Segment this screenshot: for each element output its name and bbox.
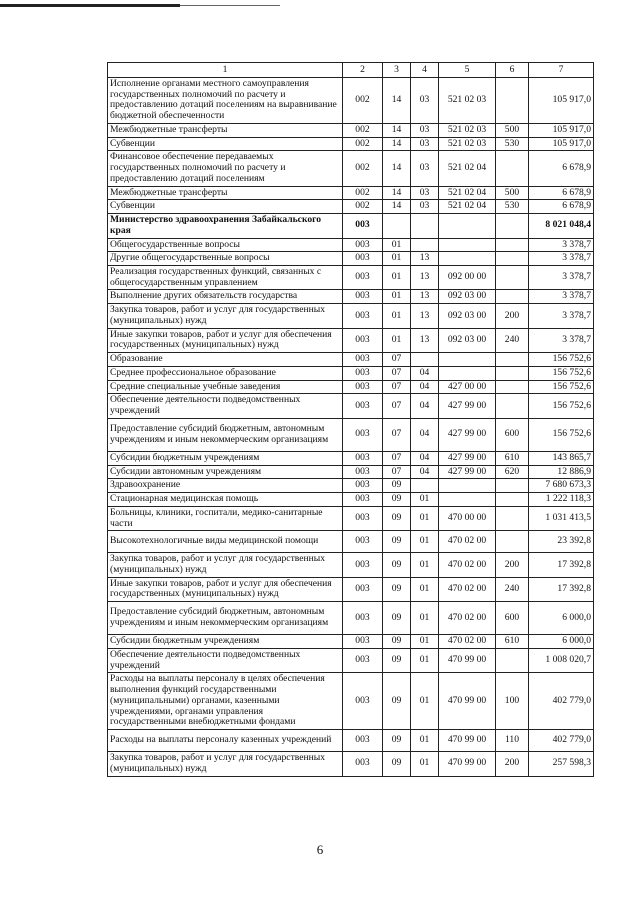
cell-amount: 143 865,7: [529, 451, 594, 465]
cell-name: Закупка товаров, работ и услуг для государственных (муниципальных) нужд: [108, 752, 343, 776]
cell-expense-type: [496, 394, 529, 418]
cell-target-article: [439, 479, 496, 493]
cell-subsection: 04: [411, 451, 439, 465]
cell-subsection: [411, 214, 439, 238]
table-row: [108, 553, 594, 577]
cell-section: 14: [383, 151, 411, 186]
table-body: [108, 78, 594, 777]
cell-target-article: [439, 252, 496, 266]
cell-name: Иные закупки товаров, работ и услуг для обеспечения государственных (муниципальных) нужд: [108, 577, 343, 601]
cell-amount: 156 752,6: [529, 366, 594, 380]
cell-ministry-code: 003: [343, 479, 383, 493]
table-row: [108, 394, 594, 418]
cell-expense-type: 600: [496, 418, 529, 451]
cell-target-article: 470 99 00: [439, 673, 496, 730]
cell-expense-type: 610: [496, 635, 529, 649]
cell-name: Расходы на выплаты персоналу в целях обеспечения выполнения функций государственными (муниципальными) органами, казенными учреждениями, органами управления государственными внебюджетными фондами: [108, 673, 343, 730]
table-row: [108, 252, 594, 266]
cell-name: Средние специальные учебные заведения: [108, 380, 343, 394]
cell-expense-type: [496, 506, 529, 530]
table-row: [108, 451, 594, 465]
cell-section: 09: [383, 673, 411, 730]
table-row: [108, 328, 594, 352]
table-row: [108, 238, 594, 252]
cell-expense-type: [496, 78, 529, 124]
cell-target-article: 470 02 00: [439, 635, 496, 649]
cell-subsection: [411, 479, 439, 493]
top-scan-rule: [0, 4, 180, 7]
cell-amount: 3 378,7: [529, 266, 594, 290]
cell-subsection: 01: [411, 635, 439, 649]
cell-section: 09: [383, 493, 411, 507]
cell-name: Субвенции: [108, 137, 343, 151]
cell-section: 09: [383, 730, 411, 752]
cell-expense-type: 240: [496, 328, 529, 352]
cell-ministry-code: 003: [343, 451, 383, 465]
cell-subsection: 04: [411, 465, 439, 479]
cell-expense-type: 500: [496, 186, 529, 200]
cell-name: Здравоохранение: [108, 479, 343, 493]
cell-target-article: 521 02 03: [439, 123, 496, 137]
cell-ministry-code: 003: [343, 366, 383, 380]
cell-section: 09: [383, 531, 411, 553]
cell-ministry-code: 003: [343, 394, 383, 418]
cell-subsection: 03: [411, 123, 439, 137]
table-row: [108, 531, 594, 553]
cell-expense-type: [496, 493, 529, 507]
cell-target-article: 092 03 00: [439, 304, 496, 328]
cell-subsection: 13: [411, 290, 439, 304]
cell-expense-type: 200: [496, 752, 529, 776]
cell-target-article: 470 99 00: [439, 730, 496, 752]
cell-target-article: [439, 493, 496, 507]
cell-amount: 1 008 020,7: [529, 648, 594, 672]
cell-ministry-code: 003: [343, 648, 383, 672]
cell-expense-type: [496, 252, 529, 266]
cell-section: 01: [383, 328, 411, 352]
cell-name: Больницы, клиники, госпитали, медико-санитарные части: [108, 506, 343, 530]
cell-amount: 1 031 413,5: [529, 506, 594, 530]
cell-section: 07: [383, 353, 411, 367]
cell-expense-type: [496, 266, 529, 290]
table-row: [108, 290, 594, 304]
cell-amount: 12 886,9: [529, 465, 594, 479]
cell-subsection: 13: [411, 304, 439, 328]
cell-ministry-code: 002: [343, 186, 383, 200]
table-row: [108, 577, 594, 601]
cell-name: Предоставление субсидий бюджетным, автономным учреждениям и иным некоммерческим организациям: [108, 418, 343, 451]
cell-amount: 3 378,7: [529, 328, 594, 352]
cell-ministry-code: 003: [343, 380, 383, 394]
cell-name: Межбюджетные трансферты: [108, 123, 343, 137]
cell-subsection: [411, 353, 439, 367]
cell-name: Стационарная медицинская помощь: [108, 493, 343, 507]
cell-name: Общегосударственные вопросы: [108, 238, 343, 252]
cell-name: Субсидии бюджетным учреждениям: [108, 451, 343, 465]
table-row: [108, 602, 594, 635]
cell-expense-type: 600: [496, 602, 529, 635]
cell-expense-type: 100: [496, 673, 529, 730]
cell-expense-type: [496, 479, 529, 493]
cell-section: 09: [383, 602, 411, 635]
table-row: [108, 137, 594, 151]
cell-section: 14: [383, 200, 411, 214]
header-col-6: 6: [496, 63, 529, 78]
cell-expense-type: [496, 214, 529, 238]
cell-section: 09: [383, 635, 411, 649]
cell-amount: 156 752,6: [529, 418, 594, 451]
cell-ministry-code: 003: [343, 328, 383, 352]
cell-section: 07: [383, 418, 411, 451]
table-row: [108, 353, 594, 367]
cell-amount: 17 392,8: [529, 553, 594, 577]
cell-expense-type: [496, 353, 529, 367]
table-row: [108, 78, 594, 124]
cell-amount: 8 021 048,4: [529, 214, 594, 238]
cell-ministry-code: 002: [343, 137, 383, 151]
cell-subsection: 01: [411, 531, 439, 553]
cell-amount: 17 392,8: [529, 577, 594, 601]
cell-section: 09: [383, 553, 411, 577]
cell-target-article: 427 99 00: [439, 451, 496, 465]
cell-amount: 7 680 673,3: [529, 479, 594, 493]
cell-subsection: 04: [411, 380, 439, 394]
table-row: [108, 465, 594, 479]
cell-name: Иные закупки товаров, работ и услуг для обеспечения государственных (муниципальных) нужд: [108, 328, 343, 352]
cell-ministry-code: 003: [343, 553, 383, 577]
cell-section: 07: [383, 451, 411, 465]
cell-name: Закупка товаров, работ и услуг для государственных (муниципальных) нужд: [108, 304, 343, 328]
cell-name: Реализация государственных функций, связанных с общегосударственным управлением: [108, 266, 343, 290]
cell-section: 09: [383, 577, 411, 601]
cell-subsection: 04: [411, 418, 439, 451]
cell-subsection: 01: [411, 577, 439, 601]
cell-amount: 3 378,7: [529, 238, 594, 252]
cell-name: Обеспечение деятельности подведомственных учреждений: [108, 394, 343, 418]
table-row: [108, 635, 594, 649]
cell-ministry-code: 003: [343, 418, 383, 451]
cell-amount: 257 598,3: [529, 752, 594, 776]
table-row: [108, 418, 594, 451]
cell-target-article: 092 00 00: [439, 266, 496, 290]
cell-ministry-code: 003: [343, 531, 383, 553]
cell-target-article: 470 02 00: [439, 602, 496, 635]
header-col-1: 1: [108, 63, 343, 78]
cell-subsection: 01: [411, 493, 439, 507]
cell-expense-type: [496, 290, 529, 304]
cell-name: Высокотехнологичные виды медицинской помощи: [108, 531, 343, 553]
header-col-5: 5: [439, 63, 496, 78]
table-row: [108, 730, 594, 752]
table-row: [108, 752, 594, 776]
cell-target-article: [439, 366, 496, 380]
table-row: [108, 648, 594, 672]
cell-expense-type: [496, 648, 529, 672]
cell-expense-type: [496, 380, 529, 394]
cell-section: 07: [383, 394, 411, 418]
cell-ministry-code: 003: [343, 290, 383, 304]
cell-target-article: 521 02 03: [439, 137, 496, 151]
cell-amount: 156 752,6: [529, 380, 594, 394]
cell-name: Межбюджетные трансферты: [108, 186, 343, 200]
cell-subsection: 03: [411, 78, 439, 124]
cell-target-article: 470 00 00: [439, 506, 496, 530]
cell-target-article: 470 99 00: [439, 648, 496, 672]
cell-ministry-code: 002: [343, 78, 383, 124]
cell-subsection: 01: [411, 602, 439, 635]
cell-expense-type: 240: [496, 577, 529, 601]
cell-target-article: 427 00 00: [439, 380, 496, 394]
cell-target-article: 092 03 00: [439, 290, 496, 304]
cell-section: 01: [383, 238, 411, 252]
cell-amount: 105 917,0: [529, 137, 594, 151]
cell-expense-type: 110: [496, 730, 529, 752]
cell-name: Финансовое обеспечение передаваемых государственных полномочий по расчету и предоставлению дотаций поселениям: [108, 151, 343, 186]
cell-section: 09: [383, 479, 411, 493]
cell-subsection: 13: [411, 252, 439, 266]
cell-section: 01: [383, 290, 411, 304]
cell-ministry-code: 003: [343, 353, 383, 367]
cell-ministry-code: 003: [343, 252, 383, 266]
cell-target-article: 470 02 00: [439, 553, 496, 577]
cell-subsection: 03: [411, 137, 439, 151]
table-row: [108, 493, 594, 507]
cell-target-article: 427 99 00: [439, 394, 496, 418]
cell-expense-type: [496, 151, 529, 186]
header-col-2: 2: [343, 63, 383, 78]
budget-table: [107, 62, 594, 777]
cell-amount: 402 779,0: [529, 730, 594, 752]
cell-ministry-code: 002: [343, 200, 383, 214]
table-row: [108, 380, 594, 394]
cell-section: 14: [383, 78, 411, 124]
cell-subsection: 04: [411, 366, 439, 380]
table-row: [108, 123, 594, 137]
cell-name: Исполнение органами местного самоуправления государственных полномочий по расчету и предоставлению дотаций поселениям на выравнивание бюджетной обеспеченности: [108, 78, 343, 124]
cell-name: Предоставление субсидий бюджетным, автономным учреждениям и иным некоммерческим организациям: [108, 602, 343, 635]
cell-amount: 105 917,0: [529, 78, 594, 124]
top-scan-rule-thin: [180, 5, 280, 6]
cell-ministry-code: 003: [343, 266, 383, 290]
cell-target-article: 521 02 03: [439, 78, 496, 124]
cell-amount: 6 678,9: [529, 151, 594, 186]
cell-target-article: 427 99 00: [439, 465, 496, 479]
cell-section: [383, 214, 411, 238]
table-row: [108, 200, 594, 214]
cell-ministry-code: 003: [343, 730, 383, 752]
header-col-7: 7: [529, 63, 594, 78]
cell-amount: 3 378,7: [529, 252, 594, 266]
cell-expense-type: 200: [496, 553, 529, 577]
cell-name: Министерство здравоохранения Забайкальского края: [108, 214, 343, 238]
cell-ministry-code: 003: [343, 493, 383, 507]
cell-section: 14: [383, 123, 411, 137]
cell-section: 14: [383, 186, 411, 200]
cell-section: 01: [383, 304, 411, 328]
cell-subsection: 01: [411, 730, 439, 752]
cell-subsection: 03: [411, 186, 439, 200]
cell-name: Субвенции: [108, 200, 343, 214]
cell-section: 01: [383, 252, 411, 266]
table-row: [108, 506, 594, 530]
cell-ministry-code: 003: [343, 465, 383, 479]
cell-name: Выполнение других обязательств государства: [108, 290, 343, 304]
cell-amount: 105 917,0: [529, 123, 594, 137]
cell-amount: 6 000,0: [529, 635, 594, 649]
cell-ministry-code: 003: [343, 752, 383, 776]
cell-expense-type: 530: [496, 200, 529, 214]
cell-target-article: 521 02 04: [439, 186, 496, 200]
cell-name: Субсидии бюджетным учреждениям: [108, 635, 343, 649]
cell-target-article: [439, 214, 496, 238]
cell-ministry-code: 003: [343, 602, 383, 635]
table-row: [108, 151, 594, 186]
table-row: [108, 304, 594, 328]
cell-ministry-code: 003: [343, 304, 383, 328]
cell-subsection: 13: [411, 266, 439, 290]
cell-ministry-code: 002: [343, 123, 383, 137]
header-col-3: 3: [383, 63, 411, 78]
cell-name: Расходы на выплаты персоналу казенных учреждений: [108, 730, 343, 752]
cell-target-article: [439, 353, 496, 367]
cell-amount: 156 752,6: [529, 394, 594, 418]
cell-ministry-code: 003: [343, 506, 383, 530]
cell-amount: 6 678,9: [529, 186, 594, 200]
cell-name: Образование: [108, 353, 343, 367]
cell-section: 07: [383, 380, 411, 394]
cell-subsection: 01: [411, 553, 439, 577]
cell-subsection: 01: [411, 673, 439, 730]
cell-target-article: 427 99 00: [439, 418, 496, 451]
cell-ministry-code: 003: [343, 214, 383, 238]
cell-section: 01: [383, 266, 411, 290]
cell-subsection: 03: [411, 151, 439, 186]
cell-subsection: 04: [411, 394, 439, 418]
cell-subsection: 13: [411, 328, 439, 352]
cell-amount: 3 378,7: [529, 290, 594, 304]
cell-section: 14: [383, 137, 411, 151]
cell-target-article: 092 03 00: [439, 328, 496, 352]
cell-subsection: 03: [411, 200, 439, 214]
page-number: 6: [316, 842, 324, 857]
cell-amount: 156 752,6: [529, 353, 594, 367]
cell-amount: 23 392,8: [529, 531, 594, 553]
cell-name: Субсидии автономным учреждениям: [108, 465, 343, 479]
cell-subsection: 01: [411, 648, 439, 672]
cell-ministry-code: 003: [343, 577, 383, 601]
cell-target-article: 470 02 00: [439, 531, 496, 553]
cell-expense-type: 500: [496, 123, 529, 137]
cell-amount: 402 779,0: [529, 673, 594, 730]
cell-target-article: 521 02 04: [439, 200, 496, 214]
cell-target-article: 521 02 04: [439, 151, 496, 186]
cell-amount: 1 222 118,3: [529, 493, 594, 507]
table-header-row: [108, 63, 594, 78]
cell-ministry-code: 003: [343, 238, 383, 252]
cell-expense-type: [496, 238, 529, 252]
cell-name: Другие общегосударственные вопросы: [108, 252, 343, 266]
cell-ministry-code: 002: [343, 151, 383, 186]
cell-expense-type: 620: [496, 465, 529, 479]
cell-subsection: 01: [411, 506, 439, 530]
cell-expense-type: [496, 531, 529, 553]
cell-ministry-code: 003: [343, 635, 383, 649]
cell-section: 07: [383, 366, 411, 380]
cell-amount: 6 000,0: [529, 602, 594, 635]
table-row: [108, 479, 594, 493]
cell-target-article: 470 99 00: [439, 752, 496, 776]
cell-expense-type: 530: [496, 137, 529, 151]
cell-ministry-code: 003: [343, 673, 383, 730]
table-row: [108, 186, 594, 200]
cell-name: Среднее профессиональное образование: [108, 366, 343, 380]
cell-amount: 6 678,9: [529, 200, 594, 214]
header-col-4: 4: [411, 63, 439, 78]
cell-subsection: 01: [411, 752, 439, 776]
table-row: [108, 673, 594, 730]
cell-expense-type: 610: [496, 451, 529, 465]
cell-name: Закупка товаров, работ и услуг для государственных (муниципальных) нужд: [108, 553, 343, 577]
cell-section: 09: [383, 752, 411, 776]
table-row: [108, 214, 594, 238]
cell-expense-type: 200: [496, 304, 529, 328]
cell-section: 07: [383, 465, 411, 479]
table-row: [108, 366, 594, 380]
cell-target-article: 470 02 00: [439, 577, 496, 601]
cell-target-article: [439, 238, 496, 252]
cell-section: 09: [383, 506, 411, 530]
cell-section: 09: [383, 648, 411, 672]
cell-subsection: [411, 238, 439, 252]
cell-name: Обеспечение деятельности подведомственных учреждений: [108, 648, 343, 672]
table-row: [108, 266, 594, 290]
cell-expense-type: [496, 366, 529, 380]
cell-amount: 3 378,7: [529, 304, 594, 328]
